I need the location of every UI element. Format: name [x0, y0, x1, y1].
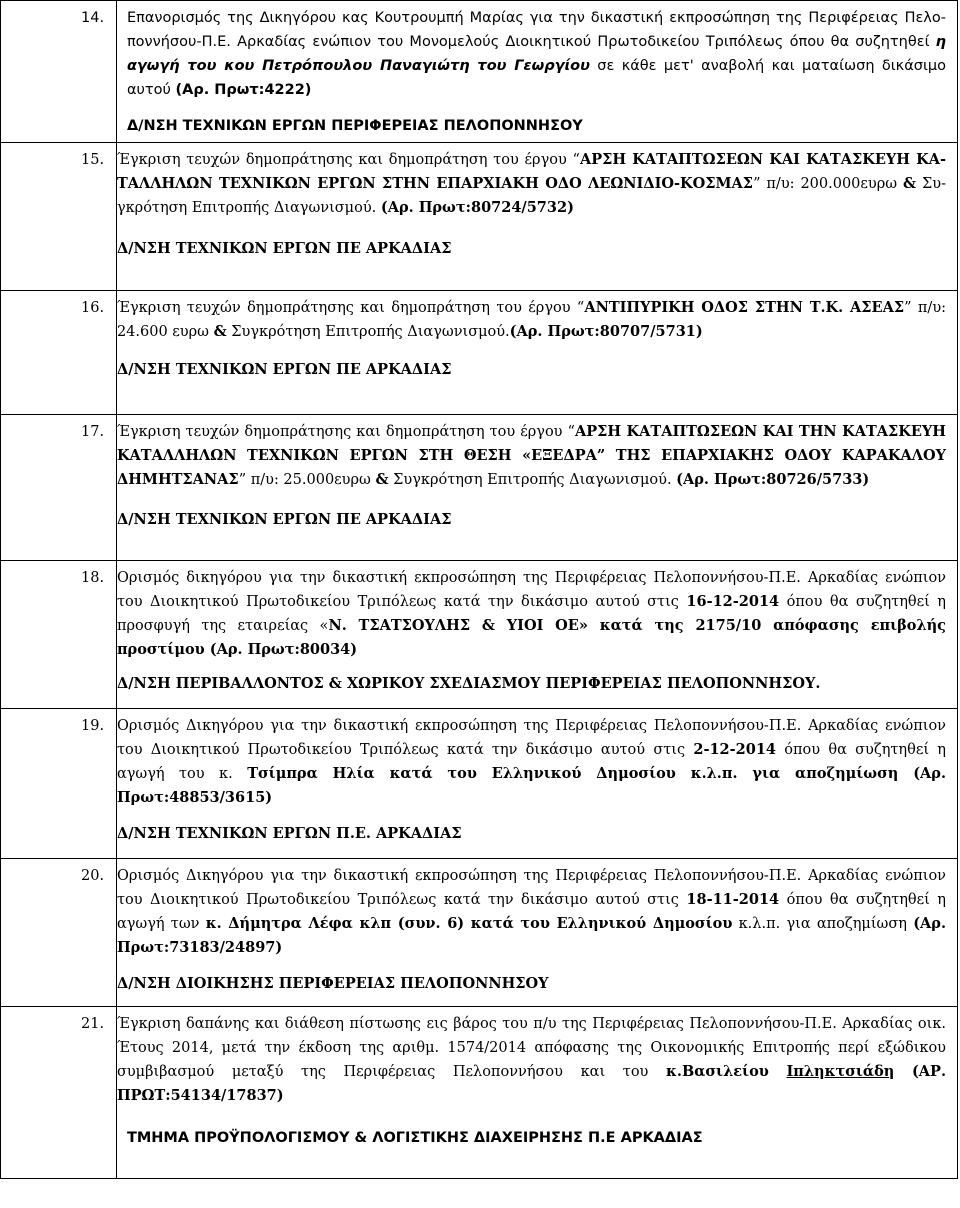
item-text-part: Συγκρότηση Επιτροπής Διαγωνισμού. — [388, 472, 677, 488]
item-hearing-date: 18-11-2014 — [686, 891, 780, 908]
item-body-cell — [116, 291, 957, 415]
item-number: 15. — [81, 152, 105, 168]
item-text — [117, 1, 957, 102]
item-protocol: (Αρ. Πρωτ:80724/5732) — [380, 199, 574, 216]
item-number: 19. — [81, 718, 105, 734]
item-text — [117, 1007, 957, 1108]
item-text-part: κ.λ.π. για αποζημίωση — [732, 916, 914, 932]
item-number-cell — [1, 859, 117, 1007]
item-protocol: (Αρ. Πρωτ:4222) — [175, 82, 312, 98]
agenda-row — [1, 143, 958, 291]
item-body-cell — [116, 859, 957, 1007]
item-text-part: Ιπληκτσιάδη — [786, 1063, 895, 1080]
item-number-cell — [1, 291, 117, 415]
item-text-part — [894, 1064, 912, 1080]
agenda-row — [1, 1, 958, 143]
item-hearing-date: 2-12-2014 — [693, 741, 777, 758]
item-text-part: & — [375, 471, 389, 488]
department-heading: Δ/ΝΣΗ ΤΕΧΝΙΚΩΝ ΕΡΓΩΝ ΠΕ ΑΡΚΑΔΙΑΣ — [116, 240, 452, 257]
item-project-title: ΑΡΣΗ ΚΑΤΑΠΤΩΣΕΩΝ ΚΑΙ ΤΗΝ ΚΑΤΑΣΚΕΥΗ ΚΑΤΑΛΛΗΛΩΝ ΤΕΧΝΙΚΩΝ ΕΡΓΩΝ ΣΤΗ ΘΕΣΗ «ΕΞΕΔΡΑ” ΤΗΣ ΕΠΑΡΧΙΑΚΗΣ ΟΔΟΥ ΚΑΡΑΚΑΛΟΥ ΔΗΜΗΤΣΑΝΑΣ — [116, 423, 946, 488]
item-text-part: Ορισμός Δικηγόρου για την δικαστική εκπροσώπηση της Περιφέρειας Πελοποννήσου-Π.Ε. Αρκαδίας ενώπιον του Διοικητικού Πρωτοδικείου Τριπόλεως κατά την δικάσιμο αυτού στις — [116, 718, 946, 758]
department-heading: Δ/ΝΣΗ ΤΕΧΝΙΚΩΝ ΕΡΓΩΝ ΠΕΡΙΦΕΡΕΙΑΣ ΠΕΛΟΠΟΝΝΗΣΟΥ — [126, 118, 583, 134]
agenda-row — [1, 561, 958, 709]
item-number-cell — [1, 143, 117, 291]
agenda-row — [1, 859, 958, 1007]
item-text — [117, 415, 957, 492]
item-text-part: Έγκριση τευχών δημοπράτησης και δημοπράτηση του έργου “ — [116, 424, 575, 440]
agenda-row — [1, 709, 958, 859]
item-text-part: Ορισμός Δικηγόρου για την δικαστική εκπροσώπηση της Περιφέρειας Πελοποννήσου-Π.Ε. Αρκαδίας ενώπιον του Διοικητικού Πρωτοδικείου Τριπόλεως κατά την δικάσιμο αυτού στις — [116, 868, 946, 908]
item-hearing-date: 16-12-2014 — [686, 593, 780, 610]
item-text-part: ” π/υ: 25.000ευρω — [238, 472, 376, 488]
department-heading: Δ/ΝΣΗ ΤΕΧΝΙΚΩΝ ΕΡΓΩΝ Π.Ε. ΑΡΚΑΔΙΑΣ — [116, 825, 462, 842]
agenda-row — [1, 1007, 958, 1179]
item-text-part: Έγκριση τευχών δημοπράτησης και δημοπράτηση του έργου “ — [116, 152, 580, 168]
item-text-part: κ. Δήμητρα Λέφα κλπ (συν. 6) κατά του Ελληνικού Δημοσίου — [205, 915, 733, 932]
item-text-part: Ορισμός δικηγόρου για την δικαστική εκπροσώπηση της Περιφέρειας Πελοποννήσου-Π.Ε. Αρκαδίας ενώπιον του Διοικητικού Πρωτοδικείου Τριπόλεως κατά την δικάσιμο αυτού στις — [116, 570, 946, 610]
item-protocol: (Αρ. Πρωτ:73183/24897) — [116, 915, 946, 956]
item-number: 14. — [81, 10, 105, 26]
item-text-part: & — [903, 175, 917, 192]
item-body-cell — [116, 709, 957, 859]
item-number-cell — [1, 561, 117, 709]
item-text — [117, 561, 957, 662]
item-text-part: κ.Βασιλείου — [666, 1063, 769, 1080]
department-heading: Δ/ΝΣΗ ΤΕΧΝΙΚΩΝ ΕΡΓΩΝ ΠΕ ΑΡΚΑΔΙΑΣ — [116, 361, 452, 378]
item-body-cell — [116, 1007, 957, 1179]
item-body-cell — [116, 1, 957, 143]
item-project-title: ΑΡΣΗ ΚΑΤΑΠΤΩΣΕΩΝ ΚΑΙ ΚΑΤΑΣΚΕΥΗ ΚΑ-ΤΑΛΛΗΛΩΝ ΤΕΧΝΙΚΩΝ ΕΡΓΩΝ ΣΤΗΝ ΕΠΑΡΧΙΑΚΗ ΟΔΟ ΛΕΩΝΙΔΙΟ-ΚΟΣΜΑΣ — [116, 151, 947, 192]
item-text — [117, 709, 957, 810]
item-number: 17. — [81, 424, 105, 440]
department-heading: ΤΜΗΜΑ ΠΡΟΫΠΟΛΟΓΙΣΜΟΥ & ΛΟΓΙΣΤΙΚΗΣ ΔΙΑΧΕΙΡΗΣΗΣ Π.Ε ΑΡΚΑΔΙΑΣ — [126, 1130, 703, 1146]
item-text-part: σε κάθε μετ' αναβολή και ματαίωση δικάσιμο αυτού — [126, 58, 946, 98]
item-number-cell — [1, 1007, 117, 1179]
item-text-part: Έγκριση δαπάνης και διάθεση πίστωσης εις βάρος του π/υ της Περιφέρειας Πελοποννήσου-Π.Ε. Αρκαδίας οικ. Έτους 2014, μετά την έκδοση της αριθμ. 1574/2014 απόφασης της Οικονομικής Επιτροπής περί εξώδικου συμβιβασμού μεταξύ της Περιφέρειας Πελοποννήσου και του — [116, 1016, 946, 1080]
item-protocol: (ΑΡ. ΠΡΩΤ:54134/17837) — [116, 1063, 946, 1104]
item-text-part: Συγκρότηση Επιτροπής Διαγωνισμού. — [226, 324, 510, 340]
item-body-cell — [116, 415, 957, 561]
department-heading: Δ/ΝΣΗ ΤΕΧΝΙΚΩΝ ΕΡΓΩΝ ΠΕ ΑΡΚΑΔΙΑΣ — [116, 511, 452, 528]
item-protocol: (Αρ. Πρωτ:80726/5733) — [676, 471, 870, 488]
item-subject: η αγωγή του κου Πετρόπουλου Παναγιώτη του Γεωργίου — [126, 34, 946, 74]
item-text-part: όπου θα συζητηθεί η αγωγή των — [116, 892, 946, 932]
item-text-part: ” π/υ: 200.000ευρω — [753, 176, 904, 192]
item-number: 20. — [81, 868, 105, 884]
item-body-cell — [116, 561, 957, 709]
item-body-cell — [116, 143, 957, 291]
item-text-part: & — [213, 323, 227, 340]
agenda-row — [1, 291, 958, 415]
item-text-part — [769, 1064, 787, 1080]
item-text-part: Επανορισμός της Δικηγόρου κας Κουτρουμπή Μαρίας για την δικαστική εκπροσώπηση της Περιφέρειας Πελο-ποννήσου-Π.Ε. Αρκαδίας ενώπιον του Μονομελούς Διοικητικού Πρωτοδικείου Τριπόλεως όπου θα συζητηθεί — [126, 10, 946, 50]
item-project-title: ΑΝΤΙΠΥΡΙΚΗ ΟΔΟΣ ΣΤΗΝ Τ.Κ. ΑΣΕΑΣ — [584, 299, 905, 316]
item-text — [117, 143, 957, 220]
item-number-cell — [1, 415, 117, 561]
item-number: 18. — [81, 570, 105, 586]
item-text — [117, 291, 957, 344]
item-protocol: Ν. ΤΣΑΤΣΟΥΛΗΣ & ΥΙΟΙ ΟΕ» κατά της 2175/10 απόφασης επιβολής προστίμου (Αρ. Πρωτ:80034) — [116, 617, 946, 658]
item-text — [117, 859, 957, 960]
item-number: 21. — [81, 1016, 105, 1032]
item-text-part: ” π/υ: 24.600 ευρω — [116, 300, 947, 340]
item-protocol: Τσίμπρα Ηλία κατά του Ελληνικού Δημοσίου κ.λ.π. για αποζημίωση (Αρ. Πρωτ:48853/3615) — [116, 765, 946, 806]
item-text-part: όπου θα συζητηθεί η προσφυγή της εταιρείας « — [116, 594, 946, 634]
item-number: 16. — [81, 300, 105, 316]
department-heading: Δ/ΝΣΗ ΠΕΡΙΒΑΛΛΟΝΤΟΣ & ΧΩΡΙΚΟΥ ΣΧΕΔΙΑΣΜΟΥ ΠΕΡΙΦΕΡΕΙΑΣ ΠΕΛΟΠΟΝΝΗΣΟΥ. — [116, 675, 821, 692]
item-number-cell — [1, 709, 117, 859]
item-text-part: όπου θα συζητηθεί η αγωγή του κ. — [116, 742, 946, 782]
item-protocol: (Αρ. Πρωτ:80707/5731) — [509, 323, 703, 340]
item-number-cell — [1, 1, 117, 143]
item-text-part: Συ-γκρότηση Επιτροπής Διαγωνισμού. — [116, 176, 947, 216]
agenda-row — [1, 415, 958, 561]
item-text-part: Έγκριση τευχών δημοπράτησης και δημοπράτηση του έργου “ — [116, 300, 585, 316]
department-heading: Δ/ΝΣΗ ΔΙΟΙΚΗΣΗΣ ΠΕΡΙΦΕΡΕΙΑΣ ΠΕΛΟΠΟΝΝΗΣΟΥ — [116, 975, 549, 992]
